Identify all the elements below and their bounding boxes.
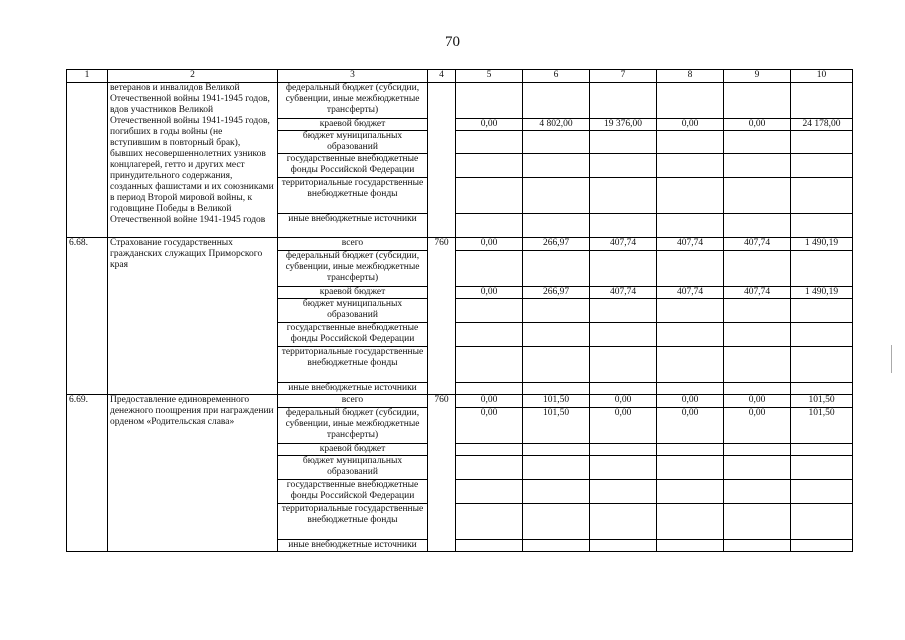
header-cell: 10	[791, 70, 853, 83]
amount-cell: 407,74	[724, 287, 791, 299]
amount-cell	[590, 383, 657, 395]
amount-cell	[456, 154, 523, 178]
amount-cell: 0,00	[657, 119, 724, 131]
amount-cell	[791, 347, 853, 383]
column-4-code: 760	[428, 395, 456, 552]
amount-cell: 1 490,19	[791, 238, 853, 251]
amount-cell: 407,74	[657, 238, 724, 251]
amount-cell: 0,00	[456, 238, 523, 251]
header-cell: 3	[278, 70, 428, 83]
amount-cell	[456, 383, 523, 395]
funding-source: краевой бюджет	[278, 119, 428, 131]
amount-cell	[724, 214, 791, 238]
column-4-code	[428, 83, 456, 238]
amount-cell: 0,00	[590, 408, 657, 444]
funding-source: федеральный бюджет (субсидии, субвенции, иные межбюджетные трансферты)	[278, 251, 428, 287]
funding-source: государственные внебюджетные фонды Российской Федерации	[278, 480, 428, 504]
amount-cell	[523, 540, 590, 552]
amount-cell	[523, 444, 590, 456]
amount-cell	[791, 540, 853, 552]
amount-cell	[791, 214, 853, 238]
amount-cell	[724, 383, 791, 395]
amount-cell	[523, 480, 590, 504]
amount-cell	[657, 178, 724, 214]
amount-cell	[791, 154, 853, 178]
amount-cell	[590, 83, 657, 119]
amount-cell: 19 376,00	[590, 119, 657, 131]
amount-cell	[456, 251, 523, 287]
amount-cell	[456, 178, 523, 214]
amount-cell	[657, 480, 724, 504]
amount-cell	[724, 456, 791, 480]
amount-cell	[523, 323, 590, 347]
amount-cell	[590, 154, 657, 178]
funding-source: территориальные государственные внебюджетные фонды	[278, 504, 428, 540]
table-row	[67, 395, 853, 408]
amount-cell	[791, 456, 853, 480]
amount-cell	[657, 456, 724, 480]
amount-cell	[724, 444, 791, 456]
amount-cell	[590, 323, 657, 347]
item-description: Страхование государственных гражданских служащих Приморского края	[108, 238, 278, 395]
header-cell: 8	[657, 70, 724, 83]
amount-cell: 0,00	[456, 119, 523, 131]
amount-cell	[523, 347, 590, 383]
amount-cell: 101,50	[523, 408, 590, 444]
amount-cell	[523, 178, 590, 214]
funding-source: государственные внебюджетные фонды Российской Федерации	[278, 154, 428, 178]
funding-source: иные внебюджетные источники	[278, 214, 428, 238]
amount-cell	[657, 299, 724, 323]
header-cell: 7	[590, 70, 657, 83]
table-row	[67, 83, 853, 119]
amount-cell	[724, 83, 791, 119]
amount-cell	[657, 323, 724, 347]
amount-cell	[590, 299, 657, 323]
amount-cell: 101,50	[791, 408, 853, 444]
funding-source: иные внебюджетные источники	[278, 540, 428, 552]
amount-cell	[590, 456, 657, 480]
funding-source: федеральный бюджет (субсидии, субвенции, иные межбюджетные трансферты)	[278, 408, 428, 444]
column-4-code: 760	[428, 238, 456, 395]
amount-cell	[456, 504, 523, 540]
amount-cell	[724, 154, 791, 178]
amount-cell	[456, 83, 523, 119]
header-cell: 5	[456, 70, 523, 83]
amount-cell: 266,97	[523, 287, 590, 299]
amount-cell	[523, 154, 590, 178]
header-cell: 4	[428, 70, 456, 83]
amount-cell	[456, 456, 523, 480]
funding-source: всего	[278, 395, 428, 408]
amount-cell: 407,74	[590, 238, 657, 251]
amount-cell	[724, 540, 791, 552]
amount-cell	[724, 504, 791, 540]
amount-cell: 0,00	[590, 395, 657, 408]
amount-cell	[724, 178, 791, 214]
amount-cell: 1 490,19	[791, 287, 853, 299]
amount-cell: 266,97	[523, 238, 590, 251]
amount-cell	[657, 251, 724, 287]
amount-cell	[590, 131, 657, 154]
amount-cell	[791, 131, 853, 154]
amount-cell	[724, 131, 791, 154]
amount-cell	[791, 83, 853, 119]
table-row	[67, 238, 853, 251]
header-cell: 9	[724, 70, 791, 83]
funding-source: федеральный бюджет (субсидии, субвенции, иные межбюджетные трансферты)	[278, 83, 428, 119]
item-code: 6.69.	[67, 395, 108, 552]
amount-cell	[657, 383, 724, 395]
amount-cell	[456, 131, 523, 154]
amount-cell	[456, 299, 523, 323]
amount-cell	[791, 444, 853, 456]
amount-cell	[456, 214, 523, 238]
amount-cell	[791, 504, 853, 540]
amount-cell	[590, 214, 657, 238]
amount-cell: 0,00	[724, 119, 791, 131]
amount-cell	[523, 299, 590, 323]
amount-cell	[523, 383, 590, 395]
item-description: Предоставление единовременного денежного поощрения при награждении орденом «Родительская слава»	[108, 395, 278, 552]
amount-cell	[590, 178, 657, 214]
funding-source: всего	[278, 238, 428, 251]
amount-cell: 0,00	[724, 408, 791, 444]
amount-cell	[456, 347, 523, 383]
amount-cell: 0,00	[456, 395, 523, 408]
funding-source: иные внебюджетные источники	[278, 383, 428, 395]
funding-source: бюджет муниципальных образований	[278, 299, 428, 323]
amount-cell	[791, 383, 853, 395]
header-cell: 6	[523, 70, 590, 83]
funding-source: краевой бюджет	[278, 287, 428, 299]
amount-cell	[590, 504, 657, 540]
amount-cell: 407,74	[657, 287, 724, 299]
amount-cell	[523, 251, 590, 287]
amount-cell: 24 178,00	[791, 119, 853, 131]
amount-cell	[791, 323, 853, 347]
funding-source: территориальные государственные внебюджетные фонды	[278, 178, 428, 214]
funding-source: бюджет муниципальных образований	[278, 131, 428, 154]
amount-cell	[456, 540, 523, 552]
amount-cell	[724, 480, 791, 504]
amount-cell	[456, 480, 523, 504]
amount-cell	[724, 251, 791, 287]
amount-cell	[590, 251, 657, 287]
amount-cell	[590, 347, 657, 383]
amount-cell	[456, 444, 523, 456]
amount-cell: 0,00	[724, 395, 791, 408]
amount-cell: 0,00	[456, 408, 523, 444]
amount-cell	[657, 444, 724, 456]
amount-cell: 0,00	[657, 395, 724, 408]
amount-cell	[657, 131, 724, 154]
amount-cell	[657, 540, 724, 552]
amount-cell	[657, 83, 724, 119]
header-cell: 1	[67, 70, 108, 83]
amount-cell	[724, 299, 791, 323]
item-code: 6.68.	[67, 238, 108, 395]
funding-source: краевой бюджет	[278, 444, 428, 456]
amount-cell	[590, 480, 657, 504]
item-code	[67, 83, 108, 238]
budget-table	[66, 69, 853, 552]
amount-cell	[523, 456, 590, 480]
amount-cell	[523, 214, 590, 238]
amount-cell: 4 802,00	[523, 119, 590, 131]
item-description: ветеранов и инвалидов Великой Отечественной войны 1941-1945 годов, вдов участников Великой Отечественной войны 1941-1945 годов, погибших в годы войны (не вступившим в повторный брак), бывших несовершеннолетних узников концлагерей, гетто и других мест принудительного содержания, созданных фашистами и их союзниками в период Второй мировой войны, к годовщине Победы в Великой Отечественной войне 1941-1945 годов	[108, 83, 278, 238]
amount-cell	[523, 131, 590, 154]
amount-cell	[657, 214, 724, 238]
amount-cell: 101,50	[791, 395, 853, 408]
amount-cell	[791, 178, 853, 214]
amount-cell	[791, 299, 853, 323]
amount-cell	[523, 504, 590, 540]
amount-cell: 101,50	[523, 395, 590, 408]
amount-cell	[657, 347, 724, 383]
amount-cell	[657, 504, 724, 540]
funding-source: территориальные государственные внебюджетные фонды	[278, 347, 428, 383]
amount-cell: 407,74	[590, 287, 657, 299]
amount-cell	[590, 540, 657, 552]
amount-cell	[724, 347, 791, 383]
amount-cell	[791, 251, 853, 287]
amount-cell	[523, 83, 590, 119]
amount-cell	[724, 323, 791, 347]
amount-cell	[791, 480, 853, 504]
funding-source: бюджет муниципальных образований	[278, 456, 428, 480]
amount-cell	[456, 323, 523, 347]
header-cell: 2	[108, 70, 278, 83]
amount-cell: 407,74	[724, 238, 791, 251]
header-row	[67, 70, 853, 83]
amount-cell: 0,00	[657, 408, 724, 444]
page-number: 70	[445, 34, 460, 50]
amount-cell	[590, 444, 657, 456]
amount-cell: 0,00	[456, 287, 523, 299]
margin-mark	[891, 345, 892, 373]
funding-source: государственные внебюджетные фонды Российской Федерации	[278, 323, 428, 347]
amount-cell	[657, 154, 724, 178]
